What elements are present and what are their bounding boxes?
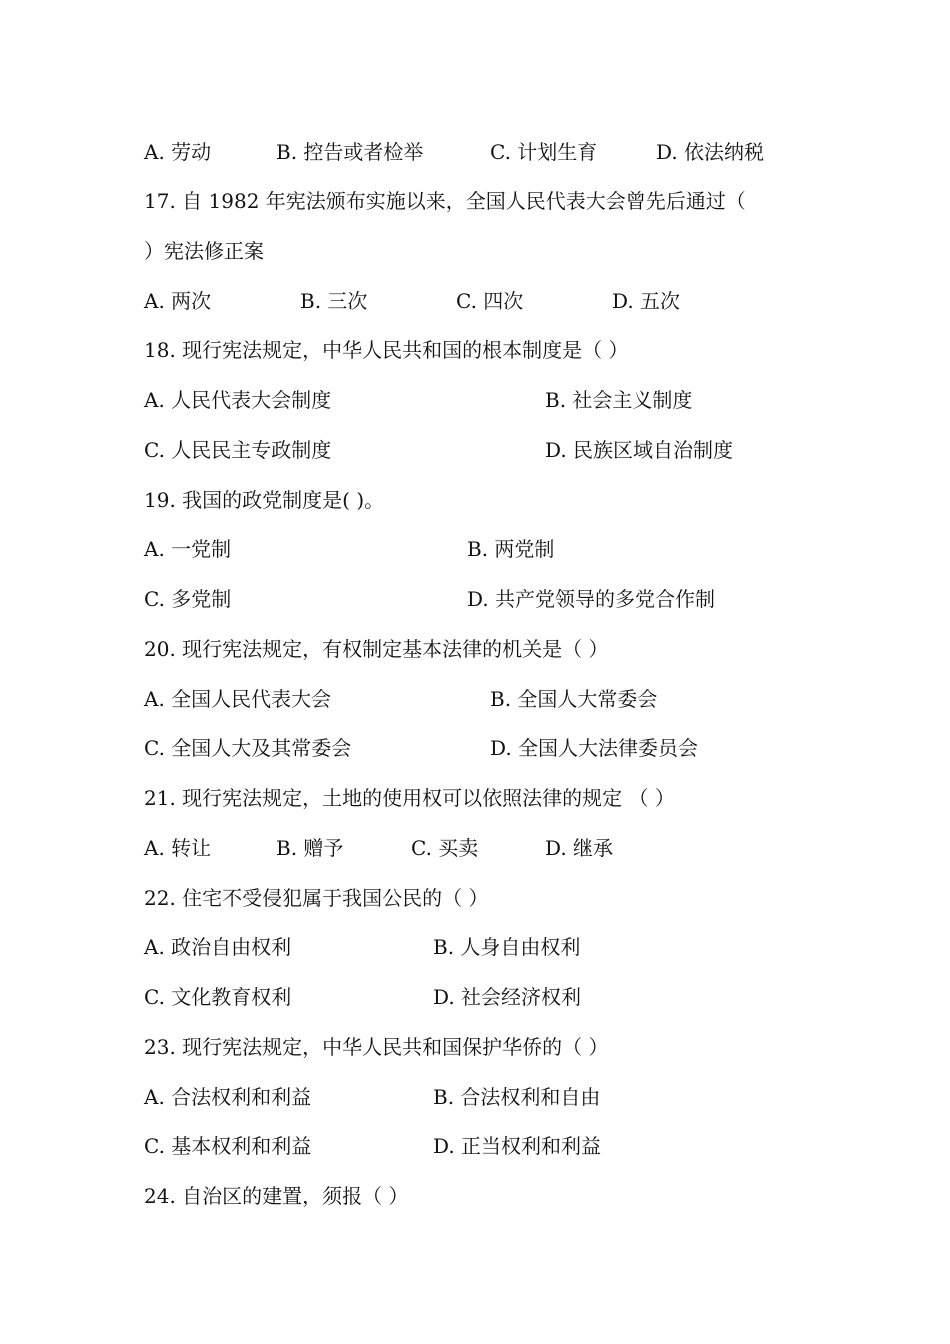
q17-option-b: B. 三次 bbox=[300, 289, 368, 313]
q17-stem-line1 bbox=[0, 186, 950, 216]
q20-option-d: D. 全国人大法律委员会 bbox=[490, 736, 699, 760]
q19-stem-text: 19. 我国的政党制度是( )。 bbox=[144, 488, 385, 512]
q21-option-c: C. 买卖 bbox=[411, 836, 479, 860]
q17-stem-line2 bbox=[0, 236, 950, 266]
q17-option-a: A. 两次 bbox=[144, 289, 212, 313]
q24-stem bbox=[0, 1181, 950, 1211]
q19-option-c: C. 多党制 bbox=[144, 587, 232, 611]
q18-option-d: D. 民族区域自治制度 bbox=[545, 438, 734, 462]
q21-option-a: A. 转让 bbox=[144, 836, 212, 860]
q23-stem bbox=[0, 1032, 950, 1062]
q23-option-d: D. 正当权利和利益 bbox=[433, 1134, 602, 1158]
q20-stem-text: 20. 现行宪法规定，有权制定基本法律的机关是（ ） bbox=[144, 637, 609, 661]
q17-options-row bbox=[0, 286, 950, 316]
q22-option-c: C. 文化教育权利 bbox=[144, 985, 292, 1009]
q23-option-c: C. 基本权利和利益 bbox=[144, 1134, 312, 1158]
q22-option-a: A. 政治自由权利 bbox=[144, 935, 292, 959]
q17-option-d: D. 五次 bbox=[612, 289, 681, 313]
q20-stem bbox=[0, 634, 950, 664]
q18-option-c: C. 人民民主专政制度 bbox=[144, 438, 332, 462]
q22-options-row1 bbox=[0, 932, 950, 962]
q23-options-row1 bbox=[0, 1082, 950, 1112]
q24-stem-text: 24. 自治区的建置，须报（ ） bbox=[144, 1184, 409, 1208]
q17-stem-text1: 17. 自 1982 年宪法颁布实施以来，全国人民代表大会曾先后通过（ bbox=[144, 189, 746, 213]
q20-option-a: A. 全国人民代表大会 bbox=[144, 687, 332, 711]
q21-options-row bbox=[0, 833, 950, 863]
q19-option-a: A. 一党制 bbox=[144, 537, 232, 561]
q16-options-row bbox=[0, 137, 950, 167]
q22-option-b: B. 人身自由权利 bbox=[433, 935, 581, 959]
q17-option-c: C. 四次 bbox=[456, 289, 524, 313]
q17-stem-text2: ）宪法修正案 bbox=[144, 239, 264, 263]
q21-option-d: D. 继承 bbox=[545, 836, 614, 860]
q19-stem bbox=[0, 485, 950, 515]
q16-option-d: D. 依法纳税 bbox=[656, 140, 765, 164]
q18-option-b: B. 社会主义制度 bbox=[545, 388, 693, 412]
q21-option-b: B. 赠予 bbox=[276, 836, 344, 860]
q20-option-c: C. 全国人大及其常委会 bbox=[144, 736, 352, 760]
q22-stem bbox=[0, 883, 950, 913]
q19-option-b: B. 两党制 bbox=[467, 537, 555, 561]
q18-options-row1 bbox=[0, 385, 950, 415]
q23-stem-text: 23. 现行宪法规定，中华人民共和国保护华侨的（ ） bbox=[144, 1035, 609, 1059]
q21-stem-text: 21. 现行宪法规定，土地的使用权可以依照法律的规定 （ ） bbox=[144, 786, 675, 810]
q19-options-row1 bbox=[0, 534, 950, 564]
q22-options-row2 bbox=[0, 982, 950, 1012]
q16-option-c: C. 计划生育 bbox=[490, 140, 598, 164]
q23-option-b: B. 合法权利和自由 bbox=[433, 1085, 601, 1109]
q18-option-a: A. 人民代表大会制度 bbox=[144, 388, 332, 412]
q16-option-b: B. 控告或者检举 bbox=[276, 140, 424, 164]
q23-option-a: A. 合法权利和利益 bbox=[144, 1085, 312, 1109]
q21-stem bbox=[0, 783, 950, 813]
q18-options-row2 bbox=[0, 435, 950, 465]
q20-options-row1 bbox=[0, 684, 950, 714]
q22-option-d: D. 社会经济权利 bbox=[433, 985, 582, 1009]
q18-stem-text: 18. 现行宪法规定，中华人民共和国的根本制度是（ ） bbox=[144, 338, 629, 362]
q16-option-a: A. 劳动 bbox=[144, 140, 212, 164]
q19-option-d: D. 共产党领导的多党合作制 bbox=[467, 587, 716, 611]
q23-options-row2 bbox=[0, 1131, 950, 1161]
q22-stem-text: 22. 住宅不受侵犯属于我国公民的（ ） bbox=[144, 886, 489, 910]
q20-options-row2 bbox=[0, 733, 950, 763]
q19-options-row2 bbox=[0, 584, 950, 614]
q18-stem bbox=[0, 335, 950, 365]
q20-option-b: B. 全国人大常委会 bbox=[490, 687, 658, 711]
